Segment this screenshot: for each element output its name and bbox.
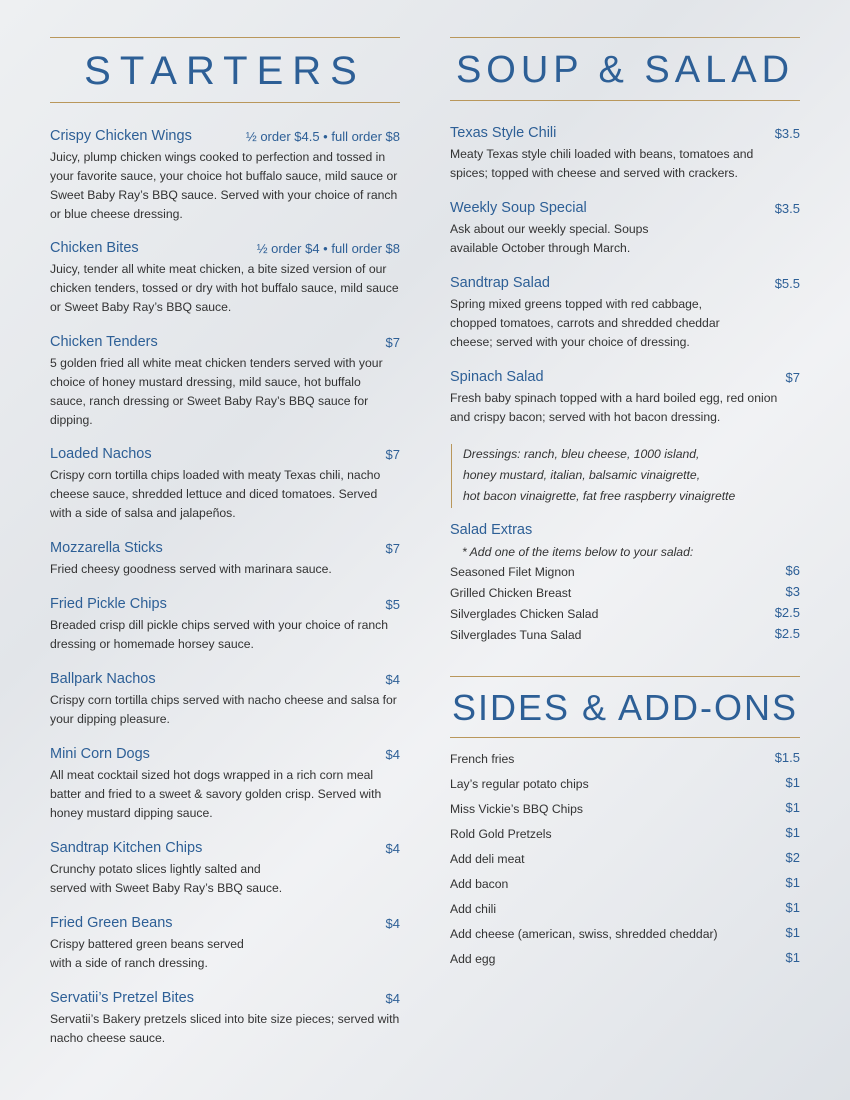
item-description: Juicy, plump chicken wings cooked to perfection and tossed in your favorite sauce, your choice hot buffalo sauce, mild sauce or Sweet Baby Ray’s BBQ sauce. Served with your choice of ranch or blue cheese dressing. [50,150,398,221]
starters-column [50,0,400,1050]
dressings-list [451,444,800,508]
item-description: Crunchy potato slices lightly salted and served with Sweet Baby Ray’s BBQ sauce. [50,862,283,895]
extra-row [450,604,800,625]
extra-row [450,562,800,583]
soup-salad-column [450,0,800,972]
extra-label: Silverglades Tuna Salad [450,628,582,642]
item-name: Chicken Tenders [50,334,158,350]
side-row [450,847,800,872]
starters-heading: STARTERS [84,49,366,93]
menu-item [50,915,400,990]
item-price: $5 [385,597,400,612]
item-name: Sandtrap Kitchen Chips [50,840,203,856]
menu-item [450,275,800,369]
menu-item [50,990,400,1050]
side-row [450,772,800,797]
dressings-line: Dressings: ranch, bleu cheese, 1000 island, [463,447,700,461]
item-price: $5.5 [774,276,800,291]
sides-heading: SIDES & ADD-ONS [451,687,799,728]
item-description: Crispy corn tortilla chips served with nacho cheese and salsa for your dipping pleasure. [50,693,397,726]
menu-item [450,369,800,444]
side-label: Add deli meat [450,852,525,866]
side-label: French fries [450,752,515,766]
salad-extras-title: Salad Extras [450,522,533,538]
item-description: All meat cocktail sized hot dogs wrapped in a rich corn meal batter and fried to a sweet & savory golden crisp. Served with honey mustard dipping sauce. [50,768,382,820]
side-row [450,797,800,822]
side-price: $1 [785,775,800,790]
side-row [450,747,800,772]
side-price: $1 [785,950,800,965]
side-row [450,872,800,897]
item-description: Ask about our weekly special. Soups available October through March. [450,222,649,255]
menu-item [50,671,400,746]
item-name: Weekly Soup Special [450,200,587,216]
item-name: Mini Corn Dogs [50,746,150,762]
side-row [450,947,800,972]
item-price: ½ order $4.5 • full order $8 [245,129,400,144]
side-price: $1 [785,800,800,815]
menu-item [450,125,800,200]
extra-price: $2.5 [774,605,800,620]
item-name: Chicken Bites [50,240,139,256]
side-price: $1 [785,875,800,890]
item-name: Fried Pickle Chips [50,596,167,612]
menu-item [50,240,400,334]
menu-item [50,128,400,240]
item-name: Servatii’s Pretzel Bites [50,990,194,1006]
side-price: $2 [785,850,800,865]
item-name: Texas Style Chili [450,125,557,141]
menu-item [50,446,400,540]
menu-item [50,596,400,671]
side-price: $1.5 [774,750,800,765]
extra-label: Grilled Chicken Breast [450,586,572,600]
menu-item [50,540,400,596]
item-price: $7 [385,335,400,350]
item-description: Fresh baby spinach topped with a hard boiled egg, red onion and crispy bacon; served with hot bacon dressing. [450,391,778,424]
item-description: 5 golden fried all white meat chicken tenders served with your choice of honey mustard dressing, mild sauce, hot buffalo sauce, ranch dressing or Sweet Baby Ray’s BBQ sauce for dipping. [50,356,383,427]
side-label: Add cheese (american, swiss, shredded cheddar) [450,927,718,941]
item-name: Spinach Salad [450,369,544,385]
item-price: $4 [385,916,400,931]
item-name: Mozzarella Sticks [50,540,163,556]
item-description: Crispy corn tortilla chips loaded with meaty Texas chili, nacho cheese sauce, shredded lettuce and diced tomatoes. Served with a side of salsa and jalapeños. [50,468,381,520]
item-price: $4 [385,672,400,687]
extra-label: Silverglades Chicken Salad [450,607,599,621]
item-price: $7 [785,370,800,385]
extra-row [450,583,800,604]
side-label: Add egg [450,952,496,966]
item-price: $3.5 [774,201,800,216]
item-description: Servatii’s Bakery pretzels sliced into bite size pieces; served with nacho cheese sauce. [50,1012,400,1045]
extra-row [450,625,800,646]
salad-extras-note: * Add one of the items below to your salad: [462,545,694,559]
item-price: $7 [385,541,400,556]
item-name: Crispy Chicken Wings [50,128,192,144]
item-price: $7 [385,447,400,462]
item-price: $4 [385,991,400,1006]
menu-item [50,746,400,840]
item-name: Loaded Nachos [50,446,152,462]
extra-price: $3 [785,584,800,599]
menu-item [50,334,400,446]
item-description: Breaded crisp dill pickle chips served with your choice of ranch dressing or homemade horsey sauce. [50,618,389,651]
side-label: Add chili [450,902,497,916]
item-description: Crispy battered green beans served with a side of ranch dressing. [50,937,244,970]
item-description: Meaty Texas style chili loaded with beans, tomatoes and spices; topped with cheese and served with crackers. [450,147,754,180]
item-price: $4 [385,747,400,762]
extra-price: $2.5 [774,626,800,641]
item-description: Spring mixed greens topped with red cabbage, chopped tomatoes, carrots and shredded cheddar cheese; served with your choice of dressing. [450,297,720,349]
item-name: Sandtrap Salad [450,275,550,291]
soup-salad-heading: SOUP & SALAD [455,49,795,91]
extra-label: Seasoned Filet Mignon [450,565,575,579]
menu-item [450,200,800,275]
side-price: $1 [785,925,800,940]
item-price: $3.5 [774,126,800,141]
side-price: $1 [785,825,800,840]
item-price: ½ order $4 • full order $8 [256,241,400,256]
side-label: Rold Gold Pretzels [450,827,552,841]
menu-item [50,840,400,915]
side-row [450,822,800,847]
item-description: Fried cheesy goodness served with marinara sauce. [50,562,332,576]
side-label: Lay’s regular potato chips [450,777,589,791]
side-price: $1 [785,900,800,915]
side-label: Add bacon [450,877,509,891]
dressings-line: hot bacon vinaigrette, fat free raspberry vinaigrette [463,489,736,503]
item-description: Juicy, tender all white meat chicken, a bite sized version of our chicken tenders, tossed or dry with hot buffalo sauce, mild sauce or Sweet Baby Ray’s BBQ sauce. [50,262,399,314]
item-name: Fried Green Beans [50,915,173,931]
side-label: Miss Vickie’s BBQ Chips [450,802,583,816]
side-row [450,897,800,922]
side-row [450,922,800,947]
item-name: Ballpark Nachos [50,671,156,687]
item-price: $4 [385,841,400,856]
extra-price: $6 [785,563,800,578]
dressings-line: honey mustard, italian, balsamic vinaigrette, [463,468,701,482]
